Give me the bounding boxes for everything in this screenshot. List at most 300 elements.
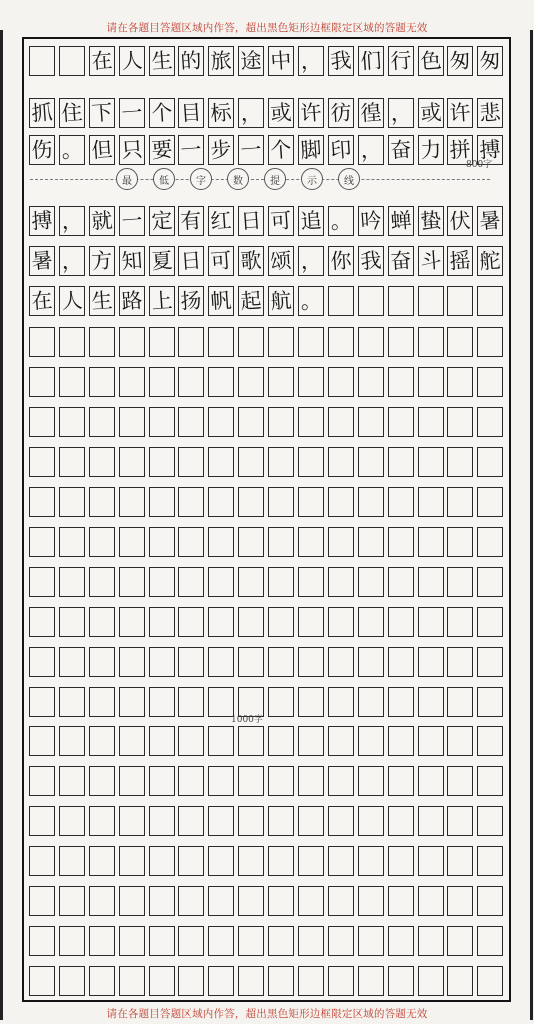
hint-char: 数 [227, 168, 249, 190]
grid-cell [477, 846, 503, 876]
handwritten-char: 路 [120, 287, 143, 314]
grid-cell [298, 846, 324, 876]
grid-cell [178, 886, 204, 916]
grid-cell [418, 407, 444, 437]
grid-cell [477, 687, 503, 717]
handwritten-char: 。 [299, 287, 323, 314]
grid-cell [388, 846, 414, 876]
handwritten-char [388, 286, 414, 316]
grid-cell [29, 966, 55, 996]
grid-cell [178, 447, 204, 477]
grid-cell [477, 607, 503, 637]
grid-cell [178, 327, 204, 357]
grid-cell [178, 766, 204, 796]
grid-cell [268, 647, 294, 677]
grid-cell [238, 367, 264, 397]
right-edge-mark [530, 30, 533, 1020]
grid-cell [178, 367, 204, 397]
grid-cell [178, 98, 204, 128]
grid-cell [29, 447, 55, 477]
handwritten-char: ， [239, 99, 263, 126]
grid-cell [388, 98, 414, 128]
grid-cell [59, 98, 85, 128]
grid-cell [238, 135, 264, 165]
grid-cell [388, 206, 414, 236]
grid-cell [388, 766, 414, 796]
grid-cell [477, 527, 503, 557]
grid-cell [89, 367, 115, 397]
grid-cell [388, 407, 414, 437]
grid-cell [178, 407, 204, 437]
grid-cell [238, 447, 264, 477]
handwritten-char: 可 [209, 247, 233, 274]
grid-cell [477, 926, 503, 956]
grid-cell [418, 447, 444, 477]
handwritten-char: 脚 [299, 136, 323, 163]
grid-cell [29, 407, 55, 437]
grid-row [29, 926, 503, 956]
grid-cell [89, 806, 115, 836]
handwritten-char: 彷 [329, 99, 353, 126]
handwritten-char: 旅 [209, 47, 233, 74]
grid-cell [59, 926, 85, 956]
grid-cell [447, 98, 473, 128]
grid-cell [358, 135, 384, 165]
grid-cell [89, 206, 115, 236]
grid-cell [447, 206, 473, 236]
grid-cell [89, 647, 115, 677]
grid-cell [268, 527, 294, 557]
handwritten-char: 中 [269, 47, 293, 74]
grid-cell [268, 966, 294, 996]
grid-cell [358, 367, 384, 397]
grid-cell [178, 527, 204, 557]
grid-cell [59, 527, 85, 557]
handwritten-char: 。 [60, 136, 84, 163]
handwritten-char: 斗 [419, 247, 442, 274]
handwritten-char: 上 [150, 287, 173, 314]
grid-cell [59, 46, 85, 76]
grid-cell [29, 487, 55, 517]
grid-cell [29, 926, 55, 956]
grid-cell [328, 286, 354, 316]
grid-cell [328, 46, 354, 76]
grid-cell [238, 926, 264, 956]
grid-cell [388, 527, 414, 557]
handwritten-char: 就 [90, 207, 114, 234]
grid-cell [358, 687, 384, 717]
grid-cell [268, 407, 294, 437]
grid-cell [328, 487, 354, 517]
handwritten-char: 标 [209, 99, 233, 126]
grid-cell [178, 726, 204, 756]
grid-cell [29, 766, 55, 796]
grid-cell [298, 647, 324, 677]
grid-row [29, 687, 503, 717]
grid-cell [328, 567, 354, 597]
grid-cell [447, 886, 473, 916]
grid-cell [388, 966, 414, 996]
grid-cell [268, 766, 294, 796]
grid-cell [119, 806, 145, 836]
grid-row [29, 246, 503, 276]
grid-cell [119, 46, 145, 76]
handwritten-char [477, 286, 503, 316]
grid-cell [208, 806, 234, 836]
grid-cell [238, 98, 264, 128]
grid-cell [328, 966, 354, 996]
grid-cell [238, 527, 264, 557]
grid-cell [477, 966, 503, 996]
grid-cell [268, 487, 294, 517]
grid-cell [89, 407, 115, 437]
grid-cell [418, 766, 444, 796]
handwritten-char: 歌 [239, 247, 263, 274]
handwritten-char: 悲 [479, 99, 502, 126]
handwritten-char: 航 [269, 287, 293, 314]
grid-cell [358, 407, 384, 437]
grid-cell [89, 687, 115, 717]
handwritten-char: 吟 [359, 207, 383, 234]
hint-char: 低 [153, 168, 175, 190]
grid-cell [358, 846, 384, 876]
grid-cell [418, 567, 444, 597]
grid-cell [59, 966, 85, 996]
grid-cell [298, 527, 324, 557]
grid-cell [149, 607, 175, 637]
grid-cell [388, 367, 414, 397]
grid-cell [388, 327, 414, 357]
grid-cell [208, 647, 234, 677]
grid-cell [447, 407, 473, 437]
grid-cell [268, 367, 294, 397]
handwritten-char: 行 [389, 47, 412, 74]
grid-cell [29, 286, 55, 316]
grid-cell [29, 246, 55, 276]
grid-cell [328, 766, 354, 796]
grid-cell [208, 527, 234, 557]
grid-cell [59, 567, 85, 597]
handwritten-char: 伏 [449, 207, 472, 234]
grid-cell [208, 407, 234, 437]
grid-cell [447, 647, 473, 677]
grid-cell [358, 766, 384, 796]
grid-cell [358, 527, 384, 557]
grid-cell [268, 567, 294, 597]
grid-cell [59, 766, 85, 796]
grid-cell [29, 687, 55, 717]
grid-cell [119, 487, 145, 517]
grid-cell [119, 846, 145, 876]
grid-cell [238, 647, 264, 677]
grid-cell [59, 246, 85, 276]
grid-cell [59, 687, 85, 717]
grid-cell [447, 846, 473, 876]
hint-char: 线 [338, 168, 360, 190]
grid-cell [149, 567, 175, 597]
grid-cell [208, 246, 234, 276]
grid-cell [418, 367, 444, 397]
grid-cell [477, 647, 503, 677]
grid-cell [447, 527, 473, 557]
grid-cell [59, 607, 85, 637]
grid-cell [238, 567, 264, 597]
grid-cell [418, 806, 444, 836]
grid-cell [119, 766, 145, 796]
grid-cell [328, 726, 354, 756]
grid-cell [89, 846, 115, 876]
handwritten-char: 夏 [150, 247, 173, 274]
grid-row [29, 407, 503, 437]
word-count-1000: 1000字 [231, 715, 263, 725]
handwritten-char: 在 [30, 287, 54, 314]
grid-cell [388, 647, 414, 677]
grid-cell [328, 806, 354, 836]
grid-cell [388, 135, 414, 165]
grid-cell [298, 487, 324, 517]
handwritten-char: 住 [60, 99, 84, 126]
grid-cell [477, 246, 503, 276]
grid-cell [29, 98, 55, 128]
grid-cell [208, 447, 234, 477]
grid-cell [149, 135, 175, 165]
grid-cell [119, 286, 145, 316]
grid-cell [29, 206, 55, 236]
handwritten-char: 人 [120, 47, 143, 74]
grid-cell [388, 726, 414, 756]
handwritten-char: 匆 [449, 47, 472, 74]
grid-cell [178, 966, 204, 996]
handwritten-char: 徨 [359, 99, 383, 126]
grid-cell [268, 286, 294, 316]
handwritten-char: 定 [150, 207, 173, 234]
grid-cell [477, 766, 503, 796]
grid-cell [268, 98, 294, 128]
grid-row [29, 286, 503, 316]
grid-cell [238, 206, 264, 236]
handwritten-char: 帆 [209, 287, 233, 314]
grid-cell [268, 206, 294, 236]
grid-cell [89, 886, 115, 916]
grid-cell [477, 286, 503, 316]
grid-cell [59, 886, 85, 916]
grid-row [29, 487, 503, 517]
grid-cell [29, 567, 55, 597]
grid-cell [59, 487, 85, 517]
grid-cell [298, 447, 324, 477]
grid-cell [418, 966, 444, 996]
grid-cell [89, 98, 115, 128]
grid-cell [388, 806, 414, 836]
grid-cell [298, 806, 324, 836]
left-edge-mark [0, 30, 3, 1020]
grid-cell [208, 367, 234, 397]
grid-cell [447, 46, 473, 76]
grid-cell [328, 647, 354, 677]
grid-cell [328, 886, 354, 916]
grid-cell [89, 567, 115, 597]
handwritten-char: 的 [180, 47, 203, 74]
grid-cell [268, 806, 294, 836]
grid-cell [149, 527, 175, 557]
grid-cell [418, 726, 444, 756]
grid-cell [298, 286, 324, 316]
grid-cell [447, 607, 473, 637]
handwritten-char: 在 [90, 47, 114, 74]
grid-cell [59, 407, 85, 437]
grid-cell [59, 206, 85, 236]
grid-cell [59, 726, 85, 756]
grid-row [29, 647, 503, 677]
handwritten-char: 日 [180, 247, 203, 274]
handwritten-char: 个 [150, 99, 173, 126]
grid-cell [268, 886, 294, 916]
handwritten-char: 暑 [30, 247, 54, 274]
grid-cell [178, 206, 204, 236]
handwritten-char: ， [60, 207, 84, 234]
grid-cell [208, 327, 234, 357]
grid-cell [29, 527, 55, 557]
grid-cell [358, 567, 384, 597]
grid-cell [119, 567, 145, 597]
handwritten-char: 色 [419, 47, 442, 74]
grid-row [29, 886, 503, 916]
grid-cell [268, 246, 294, 276]
grid-cell [178, 687, 204, 717]
grid-cell [149, 246, 175, 276]
grid-cell [119, 447, 145, 477]
handwritten-char: 生 [150, 47, 173, 74]
grid-cell [208, 766, 234, 796]
handwritten-char: 扬 [180, 287, 203, 314]
grid-cell [89, 607, 115, 637]
grid-cell [477, 447, 503, 477]
grid-cell [477, 327, 503, 357]
grid-cell [29, 367, 55, 397]
grid-cell [328, 246, 354, 276]
hint-char: 提 [264, 168, 286, 190]
grid-cell [149, 966, 175, 996]
grid-cell [328, 846, 354, 876]
grid-cell [178, 286, 204, 316]
grid-cell [388, 607, 414, 637]
grid-cell [358, 647, 384, 677]
grid-cell [447, 567, 473, 597]
grid-row [29, 766, 503, 796]
handwritten-char: ， [389, 99, 412, 126]
grid-cell [238, 487, 264, 517]
grid-cell [59, 846, 85, 876]
grid-cell [149, 487, 175, 517]
grid-cell [89, 135, 115, 165]
grid-cell [388, 687, 414, 717]
grid-cell [89, 766, 115, 796]
hint-char: 示 [301, 168, 323, 190]
handwritten-char: ， [299, 247, 323, 274]
grid-row [29, 206, 503, 236]
handwritten-char: 们 [359, 47, 383, 74]
grid-cell [477, 46, 503, 76]
grid-cell [29, 607, 55, 637]
grid-cell [477, 407, 503, 437]
handwritten-char: 。 [329, 207, 353, 234]
grid-cell [477, 726, 503, 756]
grid-cell [447, 487, 473, 517]
grid-cell [119, 206, 145, 236]
grid-cell [388, 286, 414, 316]
handwritten-char: 但 [90, 136, 114, 163]
handwritten-char [29, 46, 55, 76]
grid-cell [119, 527, 145, 557]
grid-cell [298, 135, 324, 165]
grid-cell [59, 647, 85, 677]
grid-cell [149, 846, 175, 876]
grid-cell [388, 886, 414, 916]
handwritten-char: 暑 [479, 207, 502, 234]
grid-cell [447, 766, 473, 796]
grid-cell [149, 286, 175, 316]
grid-cell [358, 327, 384, 357]
grid-cell [328, 407, 354, 437]
grid-cell [29, 647, 55, 677]
grid-cell [29, 46, 55, 76]
grid-cell [418, 246, 444, 276]
grid-cell [149, 98, 175, 128]
grid-cell [388, 46, 414, 76]
handwritten-char: 蝉 [389, 207, 412, 234]
grid-cell [298, 98, 324, 128]
handwritten-char: 舵 [479, 247, 502, 274]
grid-cell [238, 966, 264, 996]
handwritten-char: 许 [449, 99, 472, 126]
grid-cell [149, 206, 175, 236]
handwritten-char: 追 [299, 207, 323, 234]
grid-cell [149, 647, 175, 677]
grid-cell [328, 607, 354, 637]
handwritten-char: 力 [419, 136, 442, 163]
grid-cell [238, 286, 264, 316]
grid-cell [59, 286, 85, 316]
handwritten-char: 一 [180, 136, 203, 163]
handwritten-char: 搏 [30, 207, 54, 234]
grid-cell [208, 487, 234, 517]
grid-cell [149, 886, 175, 916]
grid-cell [29, 327, 55, 357]
grid-cell [238, 766, 264, 796]
grid-cell [358, 46, 384, 76]
handwritten-char: 要 [150, 136, 173, 163]
grid-cell [178, 607, 204, 637]
grid-cell [418, 647, 444, 677]
grid-cell [447, 327, 473, 357]
grid-cell [119, 886, 145, 916]
grid-cell [208, 135, 234, 165]
grid-cell [59, 447, 85, 477]
handwritten-char [448, 286, 474, 316]
grid-cell [418, 846, 444, 876]
handwritten-char: ， [299, 47, 323, 74]
grid-cell [29, 135, 55, 165]
grid-cell [268, 135, 294, 165]
grid-cell [29, 846, 55, 876]
grid-cell [418, 527, 444, 557]
grid-cell [298, 246, 324, 276]
grid-cell [149, 806, 175, 836]
grid-cell [119, 607, 145, 637]
grid-cell [208, 966, 234, 996]
grid-cell [149, 407, 175, 437]
grid-cell [208, 98, 234, 128]
